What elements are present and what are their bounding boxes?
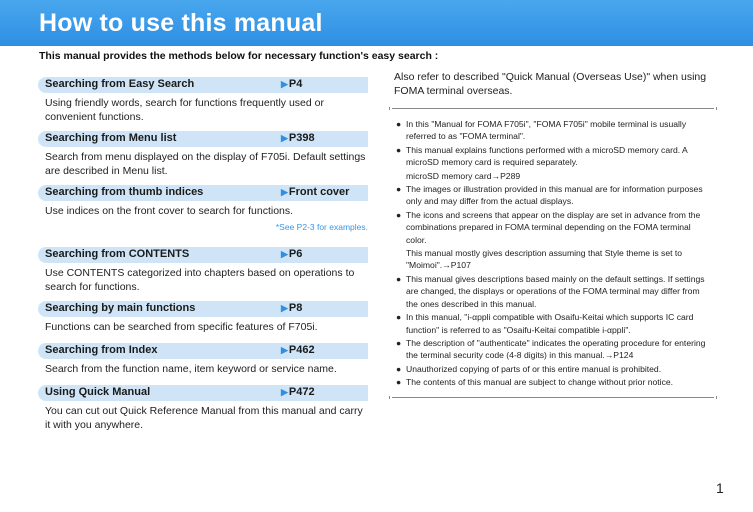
section-heading-bar: [38, 385, 368, 401]
note-item: ● In this manual, "i-αppli compatible with Osaifu-Keitai which supports IC card function" is referred to as "Osaifu-Keitai compatible i-αppli".: [396, 312, 694, 335]
triangle-right-icon: ▶: [281, 387, 288, 397]
note-item-continuation: This manual mostly gives description assuming that Style theme is set to "Moimoi".→P107: [406, 248, 683, 271]
section-contents: [38, 247, 368, 294]
page-reference[interactable]: ▶P8: [281, 302, 303, 314]
section-heading-bar: [38, 247, 368, 263]
section-easy-search: [38, 77, 368, 124]
note-item: ● The description of "authenticate" indicates the operating procedure for entering the terminal security code (4-8 digits) in this manual.→P124: [396, 337, 706, 361]
note-item: ● This manual explains functions performed with a microSD memory card. A microSD memory card is required separately.: [396, 144, 688, 168]
note-item: ● The icons and screens that appear on the display are set in advance from the combinations prepared in FOMA terminal depending on the FOMA terminal color.: [396, 209, 701, 245]
section-description: Using friendly words, search for functions frequently used or convenient functions.: [45, 97, 324, 123]
page-reference[interactable]: ▶P462: [281, 344, 315, 356]
notes-column: [392, 70, 714, 398]
section-title: Searching from thumb indices: [45, 186, 204, 198]
notes-list: [396, 118, 706, 389]
examples-note: *See P2-3 for examples.: [275, 222, 368, 232]
notes-box: [392, 108, 714, 398]
section-description: Use indices on the front cover to search for functions.: [45, 205, 294, 217]
triangle-right-icon: ▶: [281, 345, 288, 355]
section-heading-bar: [38, 77, 368, 93]
section-main-functions: [38, 301, 368, 334]
note-item: ● Unauthorized copying of parts of or this entire manual is prohibited.: [396, 363, 662, 374]
section-heading-bar: [38, 185, 368, 201]
page-title: How to use this manual: [39, 9, 323, 37]
triangle-right-icon: ▶: [281, 187, 288, 197]
section-menu-list: [38, 131, 368, 178]
section-description: Use CONTENTS categorized into chapters based on operations to search for functions.: [45, 267, 355, 293]
bullet-icon: ●: [396, 363, 402, 374]
search-methods-list: [38, 77, 368, 432]
overseas-reference-text: Also refer to described "Quick Manual (Overseas Use)" when using FOMA terminal overseas.: [394, 71, 707, 97]
section-heading-bar: [38, 343, 368, 359]
section-index: [38, 343, 368, 376]
triangle-right-icon: ▶: [281, 249, 288, 259]
bullet-icon: ●: [396, 209, 402, 220]
section-title: Searching from Menu list: [45, 132, 177, 144]
section-title: Searching from CONTENTS: [45, 248, 190, 260]
page-reference[interactable]: ▶P398: [281, 132, 315, 144]
section-title: Searching from Easy Search: [45, 78, 195, 90]
section-description: Search from menu displayed on the display of F705i. Default settings are described in Menu list.: [45, 151, 366, 177]
page-subtitle: This manual provides the methods below for necessary function's easy search :: [39, 50, 439, 62]
bullet-icon: ●: [396, 312, 402, 323]
section-quick-manual: [38, 385, 368, 432]
triangle-right-icon: ▶: [281, 133, 288, 143]
section-title: Searching from Index: [45, 344, 158, 356]
section-title: Searching by main functions: [45, 302, 196, 314]
section-title: Using Quick Manual: [45, 386, 151, 398]
bullet-icon: ●: [396, 377, 402, 388]
note-item-continuation: microSD memory card→P289: [406, 170, 521, 181]
bullet-icon: ●: [396, 273, 402, 284]
page-reference[interactable]: ▶P472: [281, 386, 315, 398]
section-description: Functions can be searched from specific features of F705i.: [45, 321, 318, 333]
note-item: ● This manual gives descriptions based mainly on the default settings. If settings are changed, the displays or operations of the FOMA terminal may differ from the ones described in this manual.: [396, 273, 705, 309]
section-description: Search from the function name, item keyword or service name.: [45, 363, 337, 375]
bullet-icon: ●: [396, 144, 402, 155]
bullet-icon: ●: [396, 119, 402, 129]
section-thumb-indices: [38, 185, 368, 232]
section-heading-bar: [38, 131, 368, 147]
note-item: ● The images or illustration provided in this manual are for information purposes only and may differ from the actual displays.: [396, 184, 703, 207]
triangle-right-icon: ▶: [281, 303, 288, 313]
bullet-icon: ●: [396, 184, 402, 195]
page-number: 1: [716, 480, 724, 496]
section-description: You can cut out Quick Reference Manual from this manual and carry it with you anywhere.: [45, 405, 363, 431]
note-item: ● The contents of this manual are subject to change without prior notice.: [396, 377, 674, 388]
note-item: ● In this "Manual for FOMA F705i", "FOMA F705i" mobile terminal is usually referred to as "FOMA terminal".: [396, 119, 687, 142]
page-reference[interactable]: ▶P4: [281, 78, 303, 90]
bullet-icon: ●: [396, 337, 402, 348]
section-heading-bar: [38, 301, 368, 317]
page-reference[interactable]: ▶P6: [281, 248, 303, 260]
header-banner: [0, 0, 753, 46]
triangle-right-icon: ▶: [281, 79, 288, 89]
page-reference[interactable]: ▶Front cover: [281, 186, 350, 198]
